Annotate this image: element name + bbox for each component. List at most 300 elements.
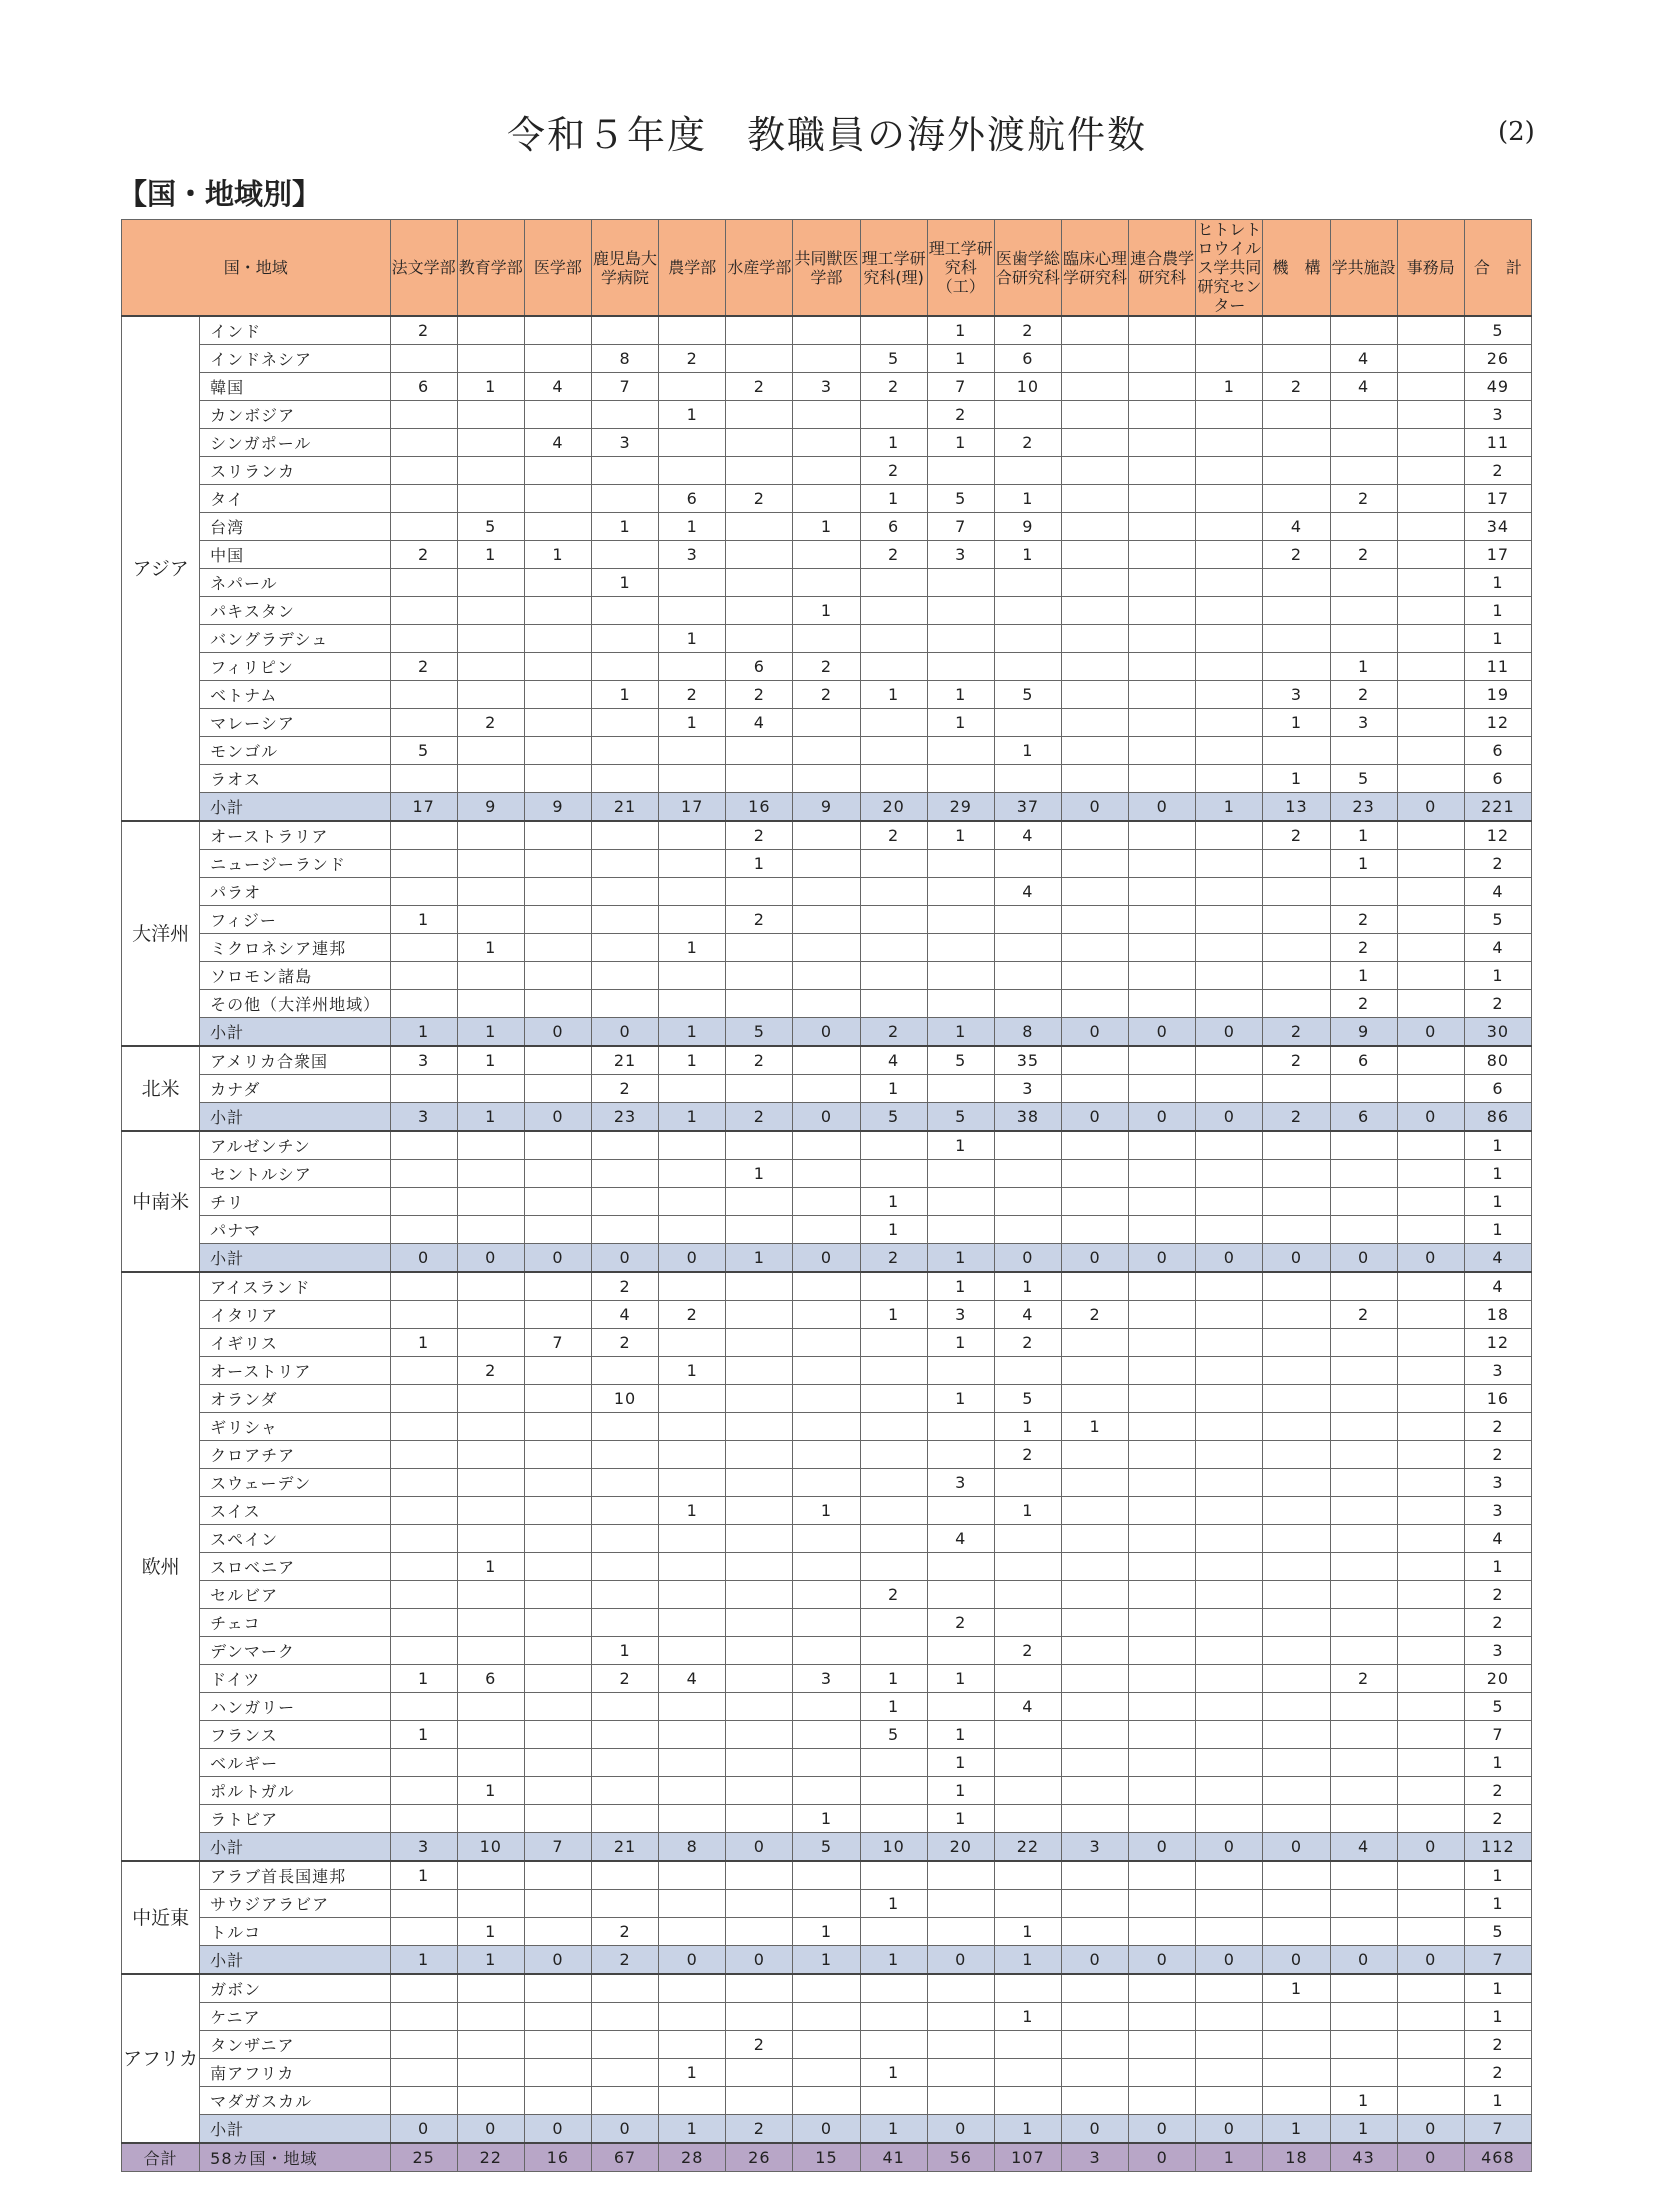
value-cell (860, 569, 927, 597)
header-col: 鹿児島大学病院 (591, 220, 658, 317)
value-cell (793, 1469, 860, 1497)
value-cell: 1 (927, 821, 994, 850)
value-cell (994, 1609, 1061, 1637)
value-cell (524, 1805, 591, 1833)
value-cell (524, 1581, 591, 1609)
value-cell: 21 (591, 1833, 658, 1862)
country-name: マダガスカル (200, 2087, 390, 2115)
value-cell (390, 1385, 457, 1413)
value-cell (1129, 1890, 1196, 1918)
value-cell: 1 (860, 429, 927, 457)
value-cell (726, 597, 793, 625)
header-col: 医学部 (524, 220, 591, 317)
value-cell: 6 (659, 485, 726, 513)
value-cell: 12 (1464, 821, 1531, 850)
value-cell: 4 (1330, 1833, 1397, 1862)
table-row (122, 1525, 1532, 1553)
value-cell (524, 1272, 591, 1301)
table-row (122, 316, 1532, 345)
table-row (122, 1216, 1532, 1244)
value-cell: 5 (860, 1721, 927, 1749)
value-cell (524, 597, 591, 625)
value-cell (726, 1441, 793, 1469)
value-cell (659, 373, 726, 401)
value-cell (659, 1918, 726, 1946)
value-cell (1196, 878, 1263, 906)
country-name: カンボジア (200, 401, 390, 429)
value-cell: 1 (1196, 373, 1263, 401)
value-cell: 2 (457, 1357, 524, 1385)
value-cell (1129, 373, 1196, 401)
value-cell (1129, 1721, 1196, 1749)
value-cell: 0 (793, 1103, 860, 1132)
table-row (122, 1721, 1532, 1749)
value-cell (524, 316, 591, 345)
value-cell (1129, 1918, 1196, 1946)
value-cell (457, 962, 524, 990)
country-name: タンザニア (200, 2031, 390, 2059)
value-cell (1330, 1581, 1397, 1609)
region-label: アジア (122, 316, 200, 821)
value-cell (524, 345, 591, 373)
value-cell (659, 990, 726, 1018)
value-cell (1061, 597, 1128, 625)
value-cell (524, 934, 591, 962)
value-cell (994, 1890, 1061, 1918)
value-cell (927, 2031, 994, 2059)
value-cell: 6 (457, 1665, 524, 1693)
value-cell: 2 (726, 485, 793, 513)
country-name: デンマーク (200, 1637, 390, 1665)
value-cell (1061, 934, 1128, 962)
table-row (122, 934, 1532, 962)
value-cell (524, 1469, 591, 1497)
table-row (122, 2087, 1532, 2115)
value-cell (1196, 1890, 1263, 1918)
value-cell: 1 (1464, 1974, 1531, 2003)
value-cell (1397, 821, 1464, 850)
subtotal-row (122, 1946, 1532, 1975)
value-cell (1061, 1693, 1128, 1721)
value-cell (591, 1581, 658, 1609)
value-cell: 34 (1464, 513, 1531, 541)
value-cell (860, 1861, 927, 1890)
value-cell (457, 765, 524, 793)
value-cell (1263, 1609, 1330, 1637)
value-cell: 0 (1397, 1946, 1464, 1975)
value-cell (1330, 2003, 1397, 2031)
value-cell (390, 457, 457, 485)
value-cell (1263, 1553, 1330, 1581)
value-cell (1061, 765, 1128, 793)
value-cell (1196, 2059, 1263, 2087)
value-cell (524, 1301, 591, 1329)
value-cell (927, 1553, 994, 1581)
value-cell: 4 (1464, 1272, 1531, 1301)
value-cell (1397, 990, 1464, 1018)
value-cell (1330, 1525, 1397, 1553)
value-cell (726, 1301, 793, 1329)
value-cell (927, 625, 994, 653)
value-cell (726, 1581, 793, 1609)
value-cell (1129, 878, 1196, 906)
value-cell (1330, 1721, 1397, 1749)
value-cell (1330, 1385, 1397, 1413)
value-cell (1397, 1553, 1464, 1581)
value-cell (726, 345, 793, 373)
value-cell (591, 990, 658, 1018)
value-cell: 0 (927, 2115, 994, 2144)
value-cell: 30 (1464, 1018, 1531, 1047)
value-cell (927, 597, 994, 625)
table-row (122, 457, 1532, 485)
value-cell (457, 485, 524, 513)
value-cell: 28 (659, 2143, 726, 2172)
value-cell (659, 906, 726, 934)
value-cell (1263, 1749, 1330, 1777)
value-cell: 0 (390, 2115, 457, 2144)
value-cell (390, 345, 457, 373)
value-cell (1397, 962, 1464, 990)
value-cell (1263, 1890, 1330, 1918)
value-cell: 4 (994, 821, 1061, 850)
value-cell (793, 878, 860, 906)
value-cell (591, 653, 658, 681)
header-col: 機 構 (1263, 220, 1330, 317)
value-cell (1397, 1131, 1464, 1160)
value-cell: 1 (1464, 1749, 1531, 1777)
value-cell: 1 (457, 1018, 524, 1047)
value-cell (457, 1329, 524, 1357)
value-cell (1061, 373, 1128, 401)
value-cell: 43 (1330, 2143, 1397, 2172)
value-cell (1129, 1046, 1196, 1075)
value-cell (1129, 1609, 1196, 1637)
table-row (122, 1890, 1532, 1918)
table-row (122, 373, 1532, 401)
value-cell: 4 (927, 1525, 994, 1553)
value-cell (793, 345, 860, 373)
value-cell: 0 (1196, 1103, 1263, 1132)
value-cell: 17 (1464, 541, 1531, 569)
value-cell (390, 1357, 457, 1385)
value-cell (1061, 1160, 1128, 1188)
value-cell (1397, 597, 1464, 625)
value-cell (1397, 1497, 1464, 1525)
value-cell (1129, 681, 1196, 709)
value-cell (726, 429, 793, 457)
value-cell: 1 (1464, 962, 1531, 990)
value-cell (1397, 1665, 1464, 1693)
country-name: モンゴル (200, 737, 390, 765)
region-label: 北米 (122, 1046, 200, 1131)
value-cell (927, 1581, 994, 1609)
value-cell: 1 (994, 1918, 1061, 1946)
value-cell (659, 1609, 726, 1637)
value-cell (1397, 401, 1464, 429)
value-cell (793, 1046, 860, 1075)
value-cell (1196, 597, 1263, 625)
value-cell (927, 1413, 994, 1441)
value-cell: 23 (591, 1103, 658, 1132)
value-cell (524, 709, 591, 737)
value-cell: 9 (994, 513, 1061, 541)
value-cell: 1 (1464, 1188, 1531, 1216)
value-cell (1129, 316, 1196, 345)
value-cell (1263, 485, 1330, 513)
page-title: 令和５年度 教職員の海外渡航件数 (506, 113, 1147, 157)
value-cell: 1 (591, 569, 658, 597)
value-cell: 4 (1330, 345, 1397, 373)
value-cell (524, 1131, 591, 1160)
value-cell (1330, 1216, 1397, 1244)
subtotal-row (122, 1103, 1532, 1132)
value-cell (726, 878, 793, 906)
country-name: インド (200, 316, 390, 345)
value-cell (1129, 457, 1196, 485)
value-cell (659, 1413, 726, 1441)
value-cell (659, 1637, 726, 1665)
value-cell (1397, 2087, 1464, 2115)
value-cell (1196, 1188, 1263, 1216)
value-cell (927, 457, 994, 485)
value-cell (591, 541, 658, 569)
value-cell: 23 (1330, 793, 1397, 822)
value-cell (994, 625, 1061, 653)
value-cell (390, 1497, 457, 1525)
value-cell (591, 1357, 658, 1385)
value-cell (1397, 765, 1464, 793)
value-cell: 10 (591, 1385, 658, 1413)
value-cell (1061, 1441, 1128, 1469)
value-cell (659, 2087, 726, 2115)
value-cell: 0 (1129, 1103, 1196, 1132)
value-cell: 2 (1263, 1018, 1330, 1047)
value-cell: 7 (524, 1329, 591, 1357)
value-cell (1196, 1272, 1263, 1301)
value-cell: 4 (524, 373, 591, 401)
value-cell (860, 625, 927, 653)
value-cell (1061, 1665, 1128, 1693)
value-cell: 1 (457, 541, 524, 569)
value-cell (927, 990, 994, 1018)
value-cell: 9 (524, 793, 591, 822)
value-cell (726, 1974, 793, 2003)
value-cell (1196, 1637, 1263, 1665)
value-cell: 1 (927, 1018, 994, 1047)
value-cell (1129, 597, 1196, 625)
grand-total-country-count: 58カ国・地域 (200, 2143, 390, 2172)
value-cell: 18 (1464, 1301, 1531, 1329)
country-name: ベルギー (200, 1749, 390, 1777)
value-cell (524, 569, 591, 597)
value-cell (793, 962, 860, 990)
value-cell: 1 (927, 1272, 994, 1301)
value-cell (1330, 625, 1397, 653)
value-cell (860, 1131, 927, 1160)
value-cell: 1 (659, 709, 726, 737)
table-row (122, 1329, 1532, 1357)
value-cell: 1 (726, 1160, 793, 1188)
value-cell: 1 (524, 541, 591, 569)
value-cell: 221 (1464, 793, 1531, 822)
value-cell (524, 962, 591, 990)
value-cell (1196, 345, 1263, 373)
value-cell: 3 (1263, 681, 1330, 709)
value-cell: 2 (726, 373, 793, 401)
value-cell (793, 850, 860, 878)
value-cell: 1 (1061, 1413, 1128, 1441)
value-cell (390, 597, 457, 625)
value-cell (390, 513, 457, 541)
value-cell (390, 1777, 457, 1805)
value-cell: 1 (927, 1749, 994, 1777)
value-cell: 2 (860, 1581, 927, 1609)
value-cell (457, 1413, 524, 1441)
value-cell (927, 653, 994, 681)
value-cell: 2 (1330, 485, 1397, 513)
value-cell: 2 (659, 681, 726, 709)
value-cell (1196, 681, 1263, 709)
value-cell: 3 (1061, 1833, 1128, 1862)
value-cell: 3 (591, 429, 658, 457)
country-name: スウェーデン (200, 1469, 390, 1497)
value-cell (524, 765, 591, 793)
value-cell: 2 (994, 1329, 1061, 1357)
value-cell (994, 1861, 1061, 1890)
value-cell: 5 (1330, 765, 1397, 793)
subtotal-label: 小計 (200, 1103, 390, 1132)
value-cell (1129, 990, 1196, 1018)
value-cell (726, 1918, 793, 1946)
value-cell: 1 (1464, 1553, 1531, 1581)
value-cell (860, 1974, 927, 2003)
value-cell (1196, 850, 1263, 878)
value-cell: 0 (1129, 1244, 1196, 1273)
value-cell (390, 681, 457, 709)
value-cell: 15 (793, 2143, 860, 2172)
value-cell: 2 (1330, 906, 1397, 934)
value-cell (1061, 1131, 1128, 1160)
value-cell (994, 1721, 1061, 1749)
value-cell (1330, 1469, 1397, 1497)
value-cell (1061, 850, 1128, 878)
value-cell (1129, 1272, 1196, 1301)
value-cell (524, 1216, 591, 1244)
value-cell (457, 1272, 524, 1301)
value-cell: 18 (1263, 2143, 1330, 2172)
value-cell (457, 1609, 524, 1637)
value-cell (1397, 653, 1464, 681)
header-col: ヒトレトロウイルス学共同研究センター (1197, 220, 1262, 315)
value-cell: 1 (390, 1946, 457, 1975)
country-name: フィジー (200, 906, 390, 934)
value-cell: 1 (927, 709, 994, 737)
value-cell (793, 1637, 860, 1665)
value-cell (860, 1553, 927, 1581)
value-cell (927, 737, 994, 765)
value-cell (390, 878, 457, 906)
value-cell (1330, 1413, 1397, 1441)
value-cell: 1 (1263, 709, 1330, 737)
value-cell (994, 1131, 1061, 1160)
value-cell (1263, 429, 1330, 457)
value-cell (524, 1385, 591, 1413)
value-cell: 468 (1464, 2143, 1531, 2172)
value-cell: 2 (591, 1665, 658, 1693)
value-cell: 1 (860, 1946, 927, 1975)
value-cell (457, 990, 524, 1018)
value-cell: 1 (1464, 1216, 1531, 1244)
value-cell: 4 (726, 709, 793, 737)
table-row (122, 1413, 1532, 1441)
value-cell (1397, 709, 1464, 737)
value-cell (1397, 316, 1464, 345)
value-cell (1196, 1131, 1263, 1160)
value-cell: 1 (1464, 2003, 1531, 2031)
header-col: 共同獣医学部 (793, 220, 860, 317)
country-name: その他（大洋州地域） (200, 990, 390, 1018)
value-cell (994, 962, 1061, 990)
value-cell (1061, 316, 1128, 345)
value-cell: 2 (1464, 1805, 1531, 1833)
value-cell: 1 (994, 1413, 1061, 1441)
value-cell (1129, 1385, 1196, 1413)
value-cell (591, 1525, 658, 1553)
value-cell: 4 (591, 1301, 658, 1329)
value-cell: 3 (927, 541, 994, 569)
value-cell (1263, 1188, 1330, 1216)
value-cell (860, 2087, 927, 2115)
value-cell (726, 1749, 793, 1777)
value-cell (1397, 541, 1464, 569)
value-cell (591, 2059, 658, 2087)
country-name: ラトビア (200, 1805, 390, 1833)
value-cell (390, 485, 457, 513)
value-cell (1196, 2087, 1263, 2115)
value-cell: 1 (457, 1103, 524, 1132)
value-cell: 107 (994, 2143, 1061, 2172)
value-cell (659, 765, 726, 793)
table-row (122, 541, 1532, 569)
value-cell: 2 (927, 401, 994, 429)
value-cell: 2 (1330, 681, 1397, 709)
value-cell (1129, 1525, 1196, 1553)
value-cell (1263, 962, 1330, 990)
table-row (122, 1469, 1532, 1497)
value-cell: 6 (1464, 737, 1531, 765)
value-cell (1263, 1075, 1330, 1103)
value-cell (860, 906, 927, 934)
value-cell (1196, 1721, 1263, 1749)
value-cell (1061, 1890, 1128, 1918)
value-cell (591, 1441, 658, 1469)
value-cell (390, 1301, 457, 1329)
country-name: ガボン (200, 1974, 390, 2003)
value-cell: 0 (1061, 1946, 1128, 1975)
value-cell (927, 1890, 994, 1918)
header-col: 合 計 (1464, 220, 1531, 317)
value-cell (994, 850, 1061, 878)
value-cell (1129, 2087, 1196, 2115)
value-cell (591, 457, 658, 485)
value-cell: 0 (1263, 1946, 1330, 1975)
table-row (122, 1777, 1532, 1805)
value-cell (390, 2003, 457, 2031)
value-cell (1196, 1413, 1263, 1441)
country-name: クロアチア (200, 1441, 390, 1469)
value-cell: 1 (457, 373, 524, 401)
